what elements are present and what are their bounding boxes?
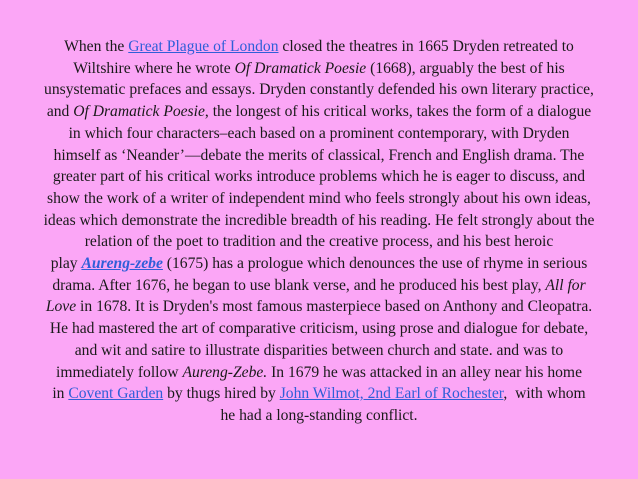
covent-garden-link[interactable]: Covent Garden	[68, 385, 164, 403]
text-line: in which four characters–each based on a prominent contemporary, with Dryden	[68, 124, 570, 142]
text-line	[2, 362, 636, 384]
text-span: closed the theatres in 1665 Dryden retreated to	[278, 38, 574, 55]
text-span: , the longest of his critical works, takes the form of a dialogue	[204, 103, 592, 121]
text-span: in	[52, 385, 69, 403]
text-span: Wiltshire where he wrote	[73, 59, 235, 77]
text-span: in 1678. It is Dryden's most famous masterpiece based on Anthony and Cleopatra.	[76, 298, 593, 316]
text-line	[2, 383, 636, 405]
text-span: (1668), arguably the best of his	[366, 59, 565, 77]
great-plague-link[interactable]: Great Plague of London	[128, 38, 279, 55]
text-line	[2, 275, 636, 297]
text-span: play	[50, 255, 82, 273]
work-title: Of Dramatick Poesie	[234, 59, 367, 77]
text-line: relation of the poet to tradition and the creative process, and his best heroic	[84, 233, 554, 251]
text-line	[2, 296, 636, 318]
text-line	[2, 253, 636, 275]
text-line	[2, 36, 636, 58]
text-span: immediately follow	[55, 363, 183, 381]
text-line: and wit and satire to illustrate disparities between church and state. and was to	[74, 341, 564, 359]
work-title: Love	[45, 298, 77, 316]
aureng-zebe-link[interactable]: Aureng-zebe	[81, 255, 163, 273]
text-line: he had a long-standing conflict.	[220, 406, 418, 424]
text-span: drama. After 1676, he began to use blank verse, and he produced his best play,	[52, 276, 546, 294]
john-wilmot-link[interactable]: John Wilmot, 2nd Earl of Rochester	[279, 385, 504, 403]
work-title: All for	[545, 276, 586, 294]
text-line: greater part of his critical works introduce problems which he is eager to discuss, and	[52, 168, 586, 186]
text-span: by thugs hired by	[163, 385, 280, 403]
text-span: In 1679 he was attacked in an alley near his home	[267, 363, 582, 381]
text-span: (1675) has a prologue which denounces the use of rhyme in serious	[162, 255, 588, 273]
biography-paragraph	[2, 36, 636, 427]
work-title: Aureng-Zebe.	[182, 363, 268, 381]
text-line: unsystematic prefaces and essays. Dryden constantly defended his own literary practice,	[44, 81, 594, 99]
text-line: himself as ‘Neander’—debate the merits of classical, French and English drama. The	[53, 146, 585, 164]
text-span: When the	[64, 38, 129, 55]
text-line: ideas which demonstrate the incredible breadth of his reading. He felt strongly about the	[43, 211, 595, 229]
work-title: Of Dramatick Poesie	[73, 103, 205, 121]
text-line	[2, 58, 636, 80]
text-line: He had mastered the art of comparative criticism, using prose and dialogue for debate,	[49, 320, 589, 338]
text-span: , with whom	[503, 385, 586, 403]
text-span: and	[46, 103, 74, 121]
text-line: show the work of a writer of independent mind who feels strongly about his own ideas,	[47, 189, 591, 207]
text-line	[2, 101, 636, 123]
